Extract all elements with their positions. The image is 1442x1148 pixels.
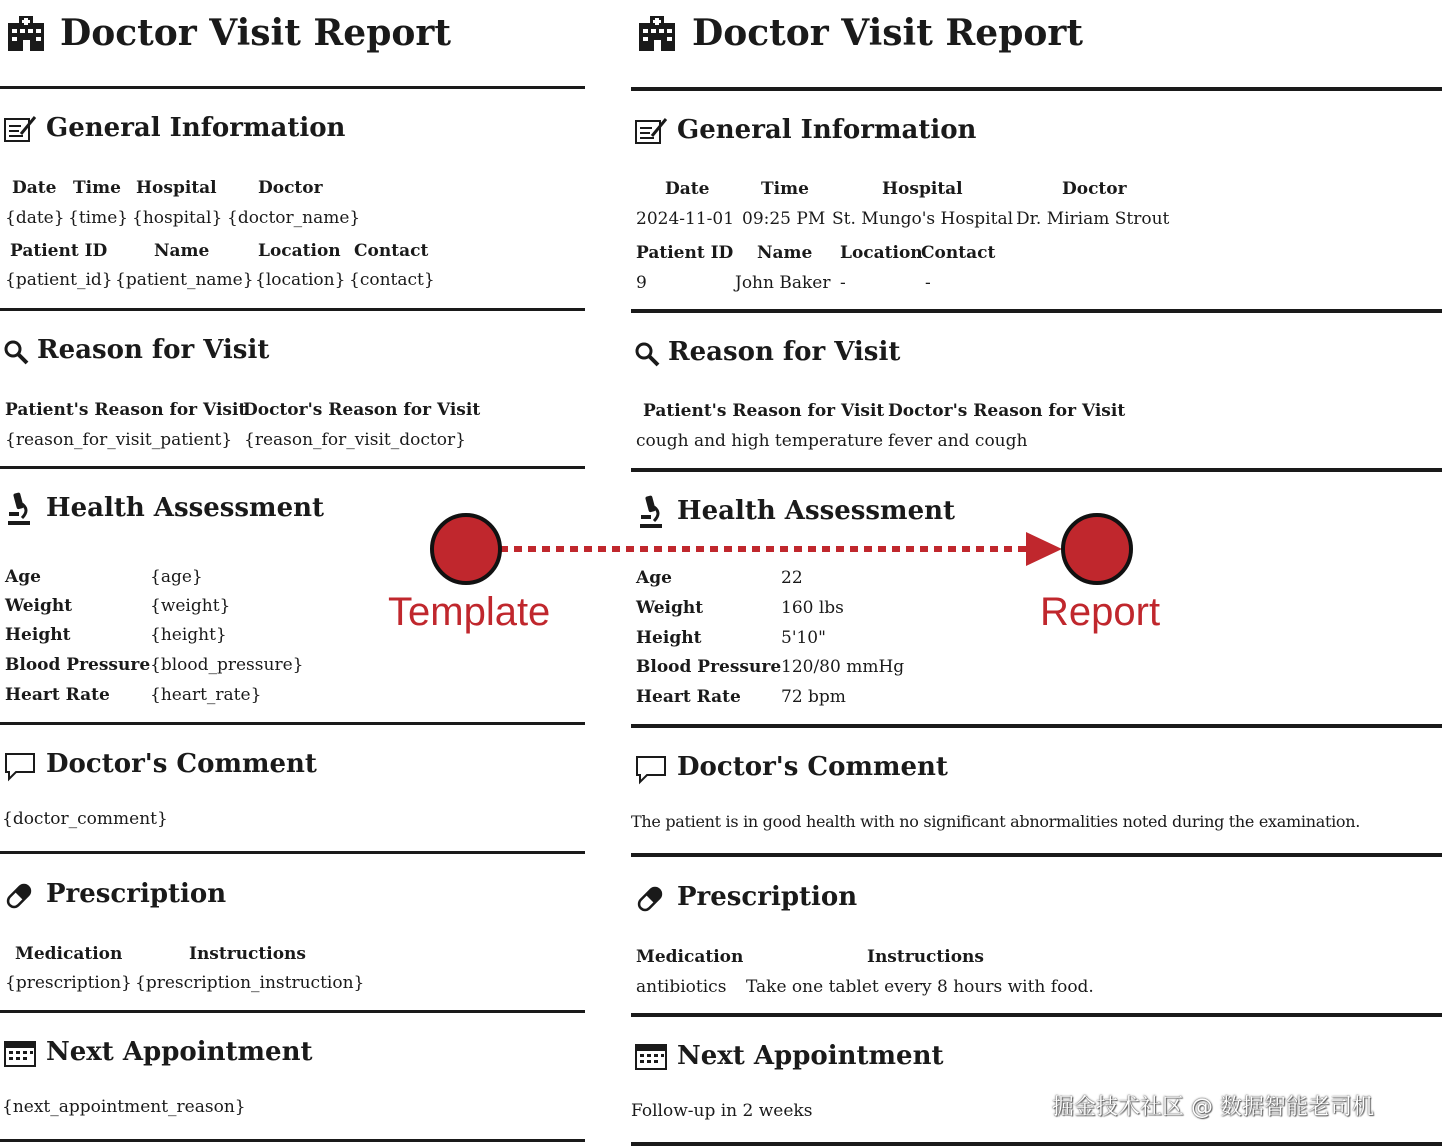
doctor-value: Dr. Miriam Strout: [1016, 209, 1170, 229]
magnifier-icon: [3, 339, 29, 365]
instructions-label: Instructions: [867, 947, 984, 967]
weight-label: Weight: [5, 596, 73, 616]
template-label: Template: [388, 590, 551, 634]
comment-heading: Doctor's Comment: [677, 752, 948, 782]
location-label: Location: [258, 241, 341, 261]
calendar-icon: [3, 1038, 37, 1068]
weight-label: Weight: [636, 598, 704, 618]
heart-rate-value: {heart_rate}: [150, 685, 262, 705]
next-heading: Next Appointment: [46, 1037, 313, 1067]
health-heading: Health Assessment: [677, 496, 956, 526]
patient-reason-label: Patient's Reason for Visit: [643, 401, 885, 421]
age-value: {age}: [150, 567, 203, 587]
divider: [0, 308, 585, 311]
comment-heading: Doctor's Comment: [46, 749, 317, 779]
patient-reason-value: cough and high temperature: [636, 431, 884, 451]
weight-value: 160 lbs: [781, 598, 844, 618]
comment-text: The patient is in good health with no significant abnormalities noted during the examination.: [631, 812, 1361, 831]
hospital-label: Hospital: [882, 179, 963, 199]
divider: [631, 87, 1442, 91]
doctor-label: Doctor: [1062, 179, 1127, 199]
date-value: {date}: [5, 208, 65, 228]
age-value: 22: [781, 568, 803, 588]
general-heading: General Information: [677, 115, 977, 145]
report-node-circle: [1063, 515, 1131, 583]
memo-icon: [634, 116, 668, 146]
speech-bubble-icon: [635, 755, 667, 785]
heart-rate-label: Heart Rate: [636, 687, 741, 707]
divider: [631, 853, 1442, 857]
heart-rate-label: Heart Rate: [5, 685, 110, 705]
calendar-icon: [634, 1041, 668, 1071]
age-label: Age: [636, 568, 672, 588]
pill-icon: [3, 880, 35, 912]
divider: [631, 1142, 1442, 1146]
date-label: Date: [665, 179, 710, 199]
prescription-heading: Prescription: [46, 879, 227, 909]
reason-heading: Reason for Visit: [668, 337, 901, 367]
comment-text: {doctor_comment}: [2, 809, 168, 829]
name-value: {patient_name}: [115, 270, 254, 290]
divider: [0, 851, 585, 854]
next-heading: Next Appointment: [677, 1041, 944, 1071]
time-label: Time: [761, 179, 809, 199]
medication-label: Medication: [15, 944, 123, 964]
hospital-value: St. Mungo's Hospital: [832, 209, 1014, 229]
contact-value: -: [925, 273, 931, 293]
weight-value: {weight}: [150, 596, 231, 616]
medication-value: {prescription}: [5, 973, 132, 993]
height-value: 5'10": [781, 628, 826, 648]
age-label: Age: [5, 567, 41, 587]
watermark: 掘金技术社区 @ 数据智能老司机: [1052, 1095, 1374, 1120]
medication-value: antibiotics: [636, 977, 727, 997]
divider: [0, 1010, 585, 1013]
divider: [631, 724, 1442, 728]
date-label: Date: [12, 178, 57, 198]
patient-id-value: 9: [636, 273, 647, 293]
heart-rate-value: 72 bpm: [781, 687, 846, 707]
time-value: 09:25 PM: [742, 209, 826, 229]
patient-id-label: Patient ID: [10, 241, 108, 261]
patient-id-label: Patient ID: [636, 243, 734, 263]
height-label: Height: [5, 625, 71, 645]
pill-icon: [634, 883, 666, 915]
magnifier-icon: [634, 341, 660, 367]
date-value: 2024-11-01: [636, 209, 735, 229]
doctor-reason-label: Doctor's Reason for Visit: [243, 400, 481, 420]
instructions-value: {prescription_instruction}: [135, 973, 365, 993]
contact-label: Contact: [921, 243, 996, 263]
prescription-heading: Prescription: [677, 882, 858, 912]
report-title: Doctor Visit Report: [692, 12, 1083, 54]
template-to-report-arrow: [420, 505, 1150, 595]
report-label: Report: [1040, 590, 1161, 634]
patient-reason-label: Patient's Reason for Visit: [5, 400, 247, 420]
medication-label: Medication: [636, 947, 744, 967]
name-value: John Baker: [735, 273, 831, 293]
blood-pressure-value: {blood_pressure}: [150, 655, 304, 675]
name-label: Name: [154, 241, 210, 261]
location-value: {location}: [255, 270, 346, 290]
hospital-icon: [6, 15, 46, 53]
instructions-value: Take one tablet every 8 hours with food.: [746, 977, 1094, 997]
doctor-reason-value: fever and cough: [888, 431, 1028, 451]
divider: [0, 722, 585, 725]
hospital-value: {hospital}: [132, 208, 223, 228]
hospital-icon: [637, 15, 677, 53]
blood-pressure-label: Blood Pressure: [636, 657, 782, 677]
time-label: Time: [73, 178, 121, 198]
doctor-value: {doctor_name}: [227, 208, 361, 228]
name-label: Name: [757, 243, 813, 263]
divider: [0, 86, 585, 89]
next-text: {next_appointment_reason}: [2, 1097, 246, 1117]
contact-label: Contact: [354, 241, 429, 261]
location-label: Location: [840, 243, 923, 263]
blood-pressure-value: 120/80 mmHg: [781, 657, 905, 677]
health-heading: Health Assessment: [46, 493, 325, 523]
patient-reason-value: {reason_for_visit_patient}: [5, 430, 233, 450]
hospital-label: Hospital: [136, 178, 217, 198]
divider: [631, 309, 1442, 313]
doctor-reason-value: {reason_for_visit_doctor}: [244, 430, 466, 450]
doctor-reason-label: Doctor's Reason for Visit: [888, 401, 1126, 421]
location-value: -: [840, 273, 846, 293]
divider: [0, 1139, 585, 1142]
reason-heading: Reason for Visit: [37, 335, 270, 365]
speech-bubble-icon: [4, 752, 36, 782]
microscope-icon: [6, 492, 32, 526]
doctor-label: Doctor: [258, 178, 323, 198]
height-label: Height: [636, 628, 702, 648]
template-node-circle: [432, 515, 500, 583]
divider: [631, 468, 1442, 472]
instructions-label: Instructions: [189, 944, 306, 964]
blood-pressure-label: Blood Pressure: [5, 655, 151, 675]
height-value: {height}: [150, 625, 227, 645]
contact-value: {contact}: [349, 270, 435, 290]
divider: [631, 1013, 1442, 1017]
time-value: {time}: [68, 208, 129, 228]
divider: [0, 466, 585, 469]
general-heading: General Information: [46, 113, 346, 143]
patient-id-value: {patient_id}: [5, 270, 113, 290]
template-title: Doctor Visit Report: [60, 12, 451, 54]
memo-icon: [3, 114, 37, 144]
next-text: Follow-up in 2 weeks: [631, 1101, 813, 1121]
